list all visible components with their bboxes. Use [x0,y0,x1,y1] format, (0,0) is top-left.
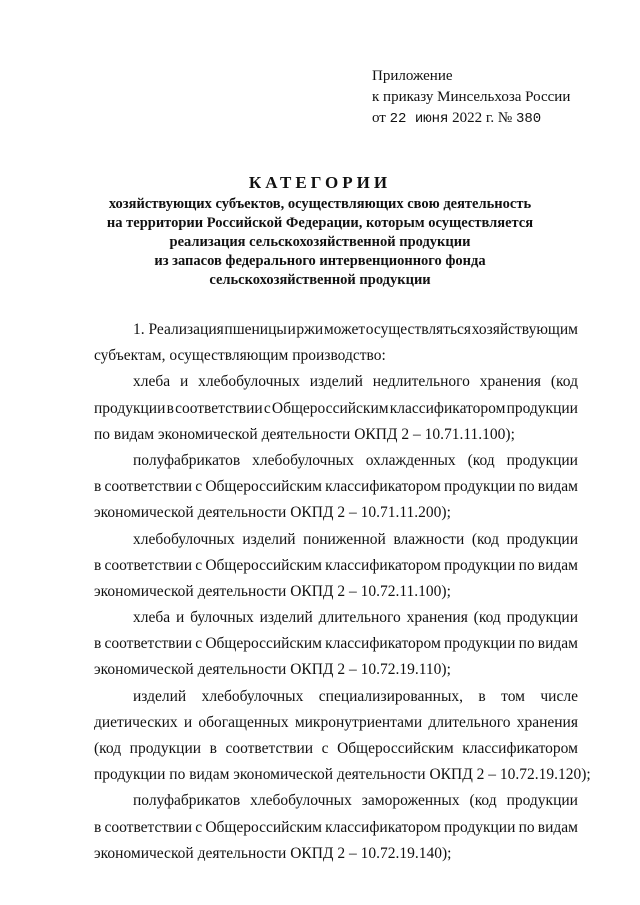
body-word: пшеницы [224,321,287,338]
body-word: замороженных [361,792,460,810]
body-line [94,317,578,343]
body-word: 1. Реализация [133,321,224,338]
body-word: изделий [259,609,313,627]
header-date-value: 22 июня [389,111,449,127]
body-word: хлебобулочных [198,373,300,391]
subtitle-line: хозяйствующих субъектов, осуществляющих свою деятельность [108,196,532,212]
body-word: по [518,818,535,836]
subtitle-line: реализация сельскохозяйственной продукции [169,234,471,250]
body-word: продукции [506,609,578,627]
body-word: продукции [443,818,516,836]
body-word: хранения [406,609,468,627]
body-word: влажности [393,530,465,548]
body-word: и [179,373,189,391]
body-word: в [209,740,217,757]
body-word: соответствии [104,635,193,653]
body-word: недлительного [372,373,470,391]
subtitle-line: сельскохозяйственной продукции [209,272,431,288]
body-word: хранения [516,713,578,731]
body-word: Общероссийским [205,818,322,836]
subtitle-line: на территории Российской Федерации, которым осуществляется [106,215,534,231]
body-word: в [478,687,486,705]
body-word: полуфабрикатов [133,451,241,469]
header-year: 2022 г. № [452,110,513,126]
body-word: продукции [129,740,202,757]
body-line [94,448,578,474]
body-word: и [183,713,193,731]
body-word: осуществляться [365,321,472,338]
body-word: хлебобулочных [252,451,354,469]
body-word: том [501,687,525,705]
document-title: КАТЕГОРИИ [248,173,392,192]
body-word: и [287,321,296,338]
body-line [94,788,578,814]
body-word: длительного [428,713,511,731]
body-word: Общероссийским [205,478,322,496]
body-word: соответствии [104,478,193,496]
body-word: продукции [443,478,516,496]
body-word: булочных [190,609,254,627]
body-word: Общероссийским [205,635,322,653]
body-word: диетических [94,713,178,731]
body-word: по [518,478,535,496]
body-word: продукции [506,792,578,810]
body-word: продукции [94,399,166,417]
body-word: хлебобулочных [133,530,235,548]
body-line [94,474,578,500]
body-word: видам [537,635,578,653]
body-word: ржи [296,321,324,338]
body-line: субъектам, осуществляющим производство: [94,347,386,365]
document-title-block [80,171,560,290]
body-word: с [195,478,203,496]
body-word: в [94,478,102,496]
body-word: изделий [133,687,187,705]
body-word: с [195,635,203,653]
body-line [94,553,578,579]
body-line [94,369,578,395]
header-appendix: Приложение [372,68,453,84]
body-line [94,631,578,657]
body-word: соответствии [104,818,193,836]
body-line [94,736,578,762]
body-word: продукции [443,635,516,653]
body-word: хлебобулочных [201,687,304,705]
body-word: полуфабрикатов [133,792,241,810]
body-word: (код [473,609,501,627]
body-word: продукции [506,399,578,417]
body-word: соответствии [225,740,314,757]
header-date-prefix: от [372,110,386,126]
body-word: соответствии [175,399,263,417]
body-word: и [175,609,185,627]
body-word: (код [469,792,497,810]
body-word: с [263,399,271,417]
body-line [94,710,578,736]
body-line [94,605,578,631]
body-word: микронутриентами [294,713,423,731]
body-line: экономической деятельности ОКПД 2 – 10.72.19.110); [94,661,451,679]
body-line: продукции по видам экономической деятельности ОКПД 2 – 10.72.19.120); [94,766,591,784]
document-header [372,66,570,130]
body-word: в [94,818,102,836]
body-word: продукции [443,556,516,574]
body-line [94,684,578,710]
body-word: изделий [309,373,363,391]
body-line [94,815,578,841]
body-word: пониженной [303,530,386,548]
body-word: числе [540,687,578,705]
body-word: хозяйствующим [471,321,578,338]
body-word: в [166,399,174,417]
body-word: соответствии [104,556,193,574]
header-date-line [372,108,570,130]
body-word: с [195,818,203,836]
body-word: с [321,740,329,757]
document-subtitle [80,195,560,290]
body-word: с [195,556,203,574]
header-order-number: 380 [515,111,542,127]
body-word: специализированных, [318,687,463,705]
body-word: Общероссийским [205,556,322,574]
body-word: классификатором [389,399,506,417]
body-word: длительного [318,609,401,627]
body-line: экономической деятельности ОКПД 2 – 10.71.11.200); [94,504,451,522]
body-word: видам [537,818,578,836]
body-line [94,396,578,422]
document-body [94,317,591,867]
body-word: классификатором [325,478,441,496]
body-word: (код [471,530,499,548]
body-word: классификатором [325,556,441,574]
body-word: классификатором [325,818,441,836]
body-word: (код [467,451,495,469]
body-word: хлеба [133,609,171,627]
body-word: (код [550,373,578,391]
body-word: может [323,321,366,338]
body-word: продукции [506,530,578,548]
body-word: по [518,556,535,574]
body-word: (код [94,740,122,757]
body-line: экономической деятельности ОКПД 2 – 10.72.11.100); [94,582,451,600]
body-word: Общероссийским [271,399,389,417]
body-word: в [94,635,102,653]
body-line: экономической деятельности ОКПД 2 – 10.72.19.140); [94,844,452,862]
body-word: Общероссийским [337,740,454,757]
body-word: хранения [479,373,542,391]
body-word: видам [537,556,578,574]
body-word: хлебобулочных [250,792,352,810]
body-word: охлажденных [365,451,456,469]
body-line: по видам экономической деятельности ОКПД 2 – 10.71.11.100); [94,425,515,443]
body-word: в [94,556,102,574]
body-word: классификатором [462,740,578,757]
body-line [94,527,578,553]
body-word: обогащенных [198,713,289,731]
body-word: видам [537,478,578,496]
body-word: хлеба [133,373,171,391]
body-word: классификатором [325,635,441,653]
subtitle-line: из запасов федерального интервенционного фонда [154,253,486,269]
header-order-ref: к приказу Минсельхоза России [372,89,571,105]
body-word: по [518,635,535,653]
body-word: изделий [242,530,296,548]
body-word: продукции [506,451,578,469]
